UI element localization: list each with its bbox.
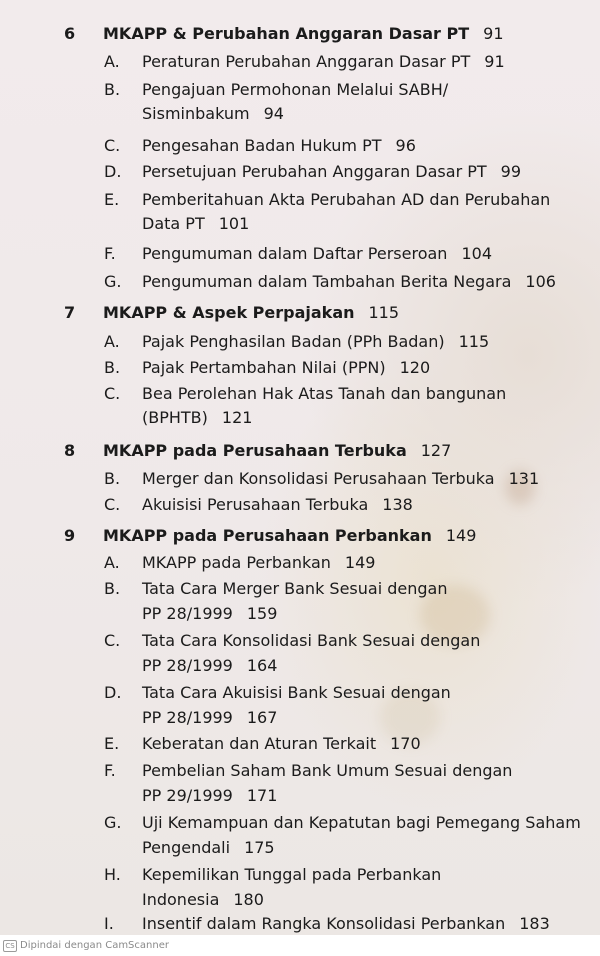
chapter-page-number: 149 xyxy=(445,526,477,545)
toc-entry-line xyxy=(142,469,539,489)
entry-page-number: 96 xyxy=(395,136,416,155)
chapter-heading xyxy=(64,303,400,323)
entry-text: Pemberitahuan Akta Perubahan AD dan Perubahan xyxy=(142,190,551,209)
toc-entry-line xyxy=(142,104,284,124)
chapter-title: MKAPP pada Perusahaan Terbuka xyxy=(103,441,407,460)
chapter-title: MKAPP pada Perusahaan Perbankan xyxy=(103,526,432,545)
toc-entry-line xyxy=(142,786,277,806)
toc-entry-line xyxy=(142,813,581,833)
entry-text: Pengumuman dalam Tambahan Berita Negara xyxy=(142,272,512,291)
entry-page-number: 180 xyxy=(233,890,264,909)
entry-text: Merger dan Konsolidasi Perusahaan Terbuka xyxy=(142,469,495,488)
toc-entry-line xyxy=(142,80,448,100)
toc-entry-line xyxy=(142,708,277,728)
entry-text: Uji Kemampuan dan Kepatutan bagi Pemegang Saham xyxy=(142,813,581,832)
toc-entry-line xyxy=(142,734,421,754)
item-letter: F. xyxy=(104,244,116,263)
toc-entry-line xyxy=(142,553,375,573)
item-letter: D. xyxy=(104,683,122,702)
toc-entry-line xyxy=(142,631,480,651)
entry-page-number: 115 xyxy=(458,332,490,351)
toc-entry-line xyxy=(142,838,275,858)
item-letter: E. xyxy=(104,734,120,753)
entry-text: PP 28/1999 xyxy=(142,604,233,623)
chapter-number: 6 xyxy=(64,24,76,43)
chapter-title: MKAPP & Aspek Perpajakan xyxy=(103,303,355,322)
toc-entry-line xyxy=(142,579,447,599)
item-letter: D. xyxy=(104,162,122,181)
entry-text: Pajak Pertambahan Nilai (PPN) xyxy=(142,358,386,377)
toc-entry-line xyxy=(142,865,441,885)
entry-text: Akuisisi Perusahaan Terbuka xyxy=(142,495,369,514)
item-letter: B. xyxy=(104,469,121,488)
entry-page-number: 104 xyxy=(461,244,492,263)
toc-entry-line xyxy=(142,136,416,156)
entry-text: Data PT xyxy=(142,214,205,233)
toc-entry-line xyxy=(142,914,550,934)
item-letter: F. xyxy=(104,761,116,780)
entry-text: Pengesahan Badan Hukum PT xyxy=(142,136,382,155)
entry-page-number: 159 xyxy=(246,604,278,623)
entry-page-number: 101 xyxy=(218,214,250,233)
entry-text: Pengajuan Permohonan Melalui SABH/ xyxy=(142,80,449,99)
entry-page-number: 164 xyxy=(246,656,278,675)
entry-page-number: 175 xyxy=(244,838,275,857)
toc-entry-line xyxy=(142,890,264,910)
entry-text: Kepemilikan Tunggal pada Perbankan xyxy=(142,865,442,884)
chapter-number: 9 xyxy=(64,526,76,545)
entry-page-number: 149 xyxy=(344,553,376,572)
item-letter: C. xyxy=(104,495,121,514)
entry-page-number: 170 xyxy=(390,734,421,753)
toc-entry-line xyxy=(142,332,489,352)
entry-text: Pengumuman dalam Daftar Perseroan xyxy=(142,244,448,263)
entry-page-number: 91 xyxy=(484,52,505,71)
entry-page-number: 131 xyxy=(508,469,540,488)
entry-page-number: 171 xyxy=(246,786,278,805)
toc-entry-line xyxy=(142,52,505,72)
toc-entry-line xyxy=(142,214,249,234)
footer-text: Dipindai dengan CamScanner xyxy=(20,940,169,951)
toc-entry-line xyxy=(142,162,521,182)
entry-text: Keberatan dan Aturan Terkait xyxy=(142,734,377,753)
entry-page-number: 121 xyxy=(221,408,253,427)
entry-page-number: 138 xyxy=(382,495,413,514)
chapter-heading xyxy=(64,24,504,44)
entry-text: Tata Cara Akuisisi Bank Sesuai dengan xyxy=(142,683,451,702)
item-letter: H. xyxy=(104,865,121,884)
toc-entry-line xyxy=(142,656,277,676)
toc-entry-line xyxy=(142,495,413,515)
chapter-page-number: 91 xyxy=(483,24,504,43)
chapter-number: 7 xyxy=(64,303,76,322)
camscanner-footer xyxy=(0,935,600,956)
toc-entry-line xyxy=(142,358,430,378)
chapter-heading xyxy=(64,526,477,546)
entry-text: Tata Cara Merger Bank Sesuai dengan xyxy=(142,579,448,598)
entry-text: Persetujuan Perubahan Anggaran Dasar PT xyxy=(142,162,487,181)
item-letter: A. xyxy=(104,52,120,71)
entry-text: Peraturan Perubahan Anggaran Dasar PT xyxy=(142,52,471,71)
entry-page-number: 106 xyxy=(525,272,556,291)
item-letter: E. xyxy=(104,190,120,209)
toc-entry-line xyxy=(142,604,277,624)
entry-page-number: 183 xyxy=(519,914,550,933)
entry-text: PP 28/1999 xyxy=(142,656,233,675)
entry-text: Pembelian Saham Bank Umum Sesuai dengan xyxy=(142,761,513,780)
chapter-heading xyxy=(64,441,452,461)
toc-entry-line xyxy=(142,384,506,404)
entry-text: Insentif dalam Rangka Konsolidasi Perbankan xyxy=(142,914,506,933)
entry-page-number: 94 xyxy=(263,104,284,123)
entry-text: Pajak Penghasilan Badan (PPh Badan) xyxy=(142,332,445,351)
toc-entry-line xyxy=(142,190,550,210)
item-letter: A. xyxy=(104,332,120,351)
item-letter: C. xyxy=(104,631,121,650)
item-letter: G. xyxy=(104,272,122,291)
toc-entry-line xyxy=(142,244,492,264)
chapter-number: 8 xyxy=(64,441,76,460)
toc-entry-line xyxy=(142,683,451,703)
entry-text: PP 29/1999 xyxy=(142,786,233,805)
camscanner-logo-icon: CS xyxy=(3,940,17,952)
entry-text: MKAPP pada Perbankan xyxy=(142,553,331,572)
toc-entry-line xyxy=(142,761,512,781)
chapter-page-number: 115 xyxy=(368,303,400,322)
item-letter: C. xyxy=(104,384,121,403)
entry-text: Indonesia xyxy=(142,890,220,909)
entry-text: (BPHTB) xyxy=(142,408,208,427)
entry-page-number: 120 xyxy=(399,358,431,377)
toc-entry-line xyxy=(142,408,252,428)
chapter-title: MKAPP & Perubahan Anggaran Dasar PT xyxy=(103,24,470,43)
item-letter: B. xyxy=(104,358,121,377)
entry-text: Sisminbakum xyxy=(142,104,250,123)
item-letter: B. xyxy=(104,80,121,99)
item-letter: B. xyxy=(104,579,121,598)
entry-text: PP 28/1999 xyxy=(142,708,233,727)
entry-text: Tata Cara Konsolidasi Bank Sesuai dengan xyxy=(142,631,481,650)
item-letter: G. xyxy=(104,813,122,832)
item-letter: A. xyxy=(104,553,120,572)
entry-text: Bea Perolehan Hak Atas Tanah dan bangunan xyxy=(142,384,507,403)
toc-entry-line xyxy=(142,272,556,292)
item-letter: C. xyxy=(104,136,121,155)
item-letter: I. xyxy=(104,914,114,933)
entry-page-number: 99 xyxy=(500,162,522,181)
entry-page-number: 167 xyxy=(246,708,278,727)
chapter-page-number: 127 xyxy=(420,441,452,460)
entry-text: Pengendali xyxy=(142,838,231,857)
